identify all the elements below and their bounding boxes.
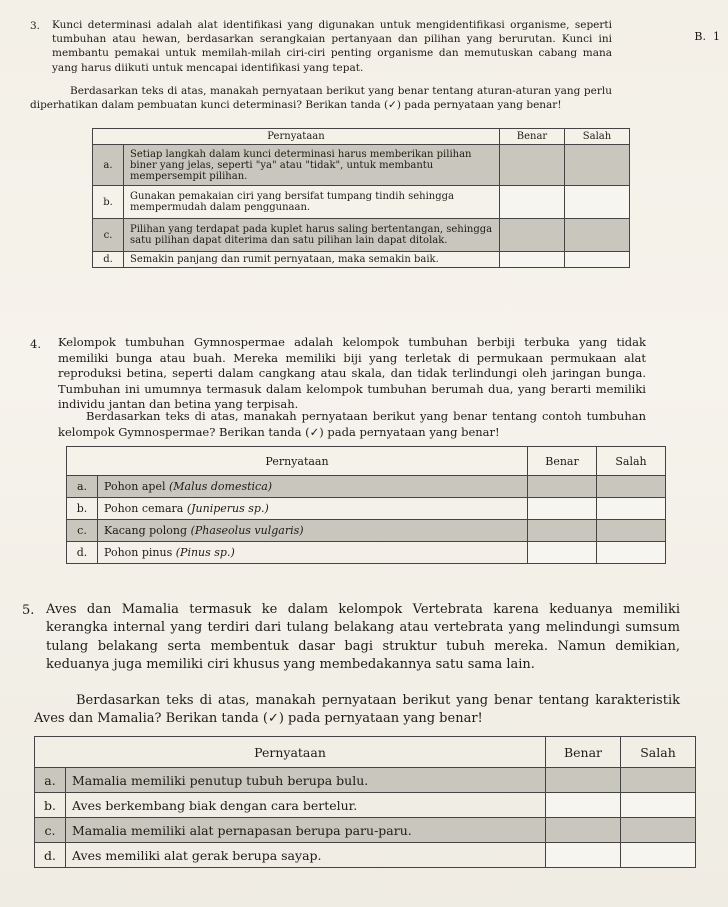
row-letter: c. — [93, 219, 124, 252]
false-checkbox[interactable] — [597, 542, 666, 564]
row-statement: Pilihan yang terdapat pada kuplet harus saling bertentangan, sehingga satu pilihan dapat diterima dan satu pilihan lain dapat ditolak. — [124, 219, 500, 252]
latin-name: (Phaseolus vulgaris) — [190, 524, 304, 537]
question-3-table — [92, 128, 630, 268]
true-header: Benar — [528, 447, 597, 476]
true-checkbox[interactable] — [528, 542, 597, 564]
false-header: Salah — [621, 737, 696, 768]
row-statement: Semakin panjang dan rumit pernyataan, maka semakin baik. — [124, 252, 500, 268]
table-row — [67, 476, 666, 498]
row-statement: Pohon apel — [104, 480, 166, 493]
table-row — [93, 186, 630, 219]
true-checkbox[interactable] — [500, 145, 565, 186]
question-3-paragraph: Kunci determinasi adalah alat identifikasi yang digunakan untuk mengidentifikasi organisme, seperti tumbuhan atau hewan, berdasarkan serangkaian pertanyaan dan pilihan yang berurutan. Kunci ini membantu pemakai untuk memilah-milah ciri-ciri penting organisme dan memutuskan cabang mana yang harus diikuti untuk mencapai identifikasi yang tepat. — [52, 19, 612, 74]
row-letter: c. — [35, 818, 66, 843]
table-row — [35, 768, 696, 793]
question-3-instruction: Berdasarkan teks di atas, manakah pernyataan berikut yang benar tentang aturan-aturan yang perlu diperhatikan dalam pembuatan kunci determinasi? Berikan tanda (✓) pada pernyataan yang benar! — [30, 85, 612, 112]
row-statement: Pohon cemara — [104, 502, 184, 515]
table-row — [35, 793, 696, 818]
row-letter: c. — [67, 520, 98, 542]
row-letter: d. — [35, 843, 66, 868]
true-checkbox[interactable] — [528, 520, 597, 542]
latin-name: (Malus domestica) — [169, 480, 273, 493]
row-letter: b. — [35, 793, 66, 818]
false-checkbox[interactable] — [621, 818, 696, 843]
true-checkbox[interactable] — [500, 219, 565, 252]
side-label-b: B. — [694, 30, 706, 43]
true-header: Benar — [546, 737, 621, 768]
table-row — [67, 542, 666, 564]
row-letter: a. — [93, 145, 124, 186]
row-letter: d. — [93, 252, 124, 268]
false-checkbox[interactable] — [621, 843, 696, 868]
false-checkbox[interactable] — [621, 793, 696, 818]
question-5-table — [34, 736, 696, 868]
false-checkbox[interactable] — [621, 768, 696, 793]
false-checkbox[interactable] — [565, 145, 630, 186]
table-row — [35, 843, 696, 868]
question-3-number: 3. — [30, 20, 41, 32]
table-row — [93, 219, 630, 252]
question-4-instruction: Berdasarkan teks di atas, manakah pernyataan berikut yang benar tentang contoh tumbuhan kelompok Gymnospermae? Berikan tanda (✓) pada pernyataan yang benar! — [58, 409, 646, 439]
table-row — [67, 498, 666, 520]
row-letter: a. — [67, 476, 98, 498]
row-statement: Aves berkembang biak dengan cara bertelur. — [66, 793, 546, 818]
question-4-table — [66, 446, 666, 564]
true-checkbox[interactable] — [546, 768, 621, 793]
row-statement: Setiap langkah dalam kunci determinasi harus memberikan pilihan biner yang jelas, seperti "ya" atau "tidak", untuk membantu mempersempit pilihan. — [124, 145, 500, 186]
row-letter: b. — [93, 186, 124, 219]
table-row — [93, 252, 630, 268]
false-checkbox[interactable] — [565, 186, 630, 219]
true-checkbox[interactable] — [500, 252, 565, 268]
false-header: Salah — [565, 129, 630, 145]
row-statement: Mamalia memiliki penutup tubuh berupa bulu. — [66, 768, 546, 793]
row-letter: a. — [35, 768, 66, 793]
true-checkbox[interactable] — [500, 186, 565, 219]
question-5-number: 5. — [22, 603, 35, 618]
row-letter: d. — [67, 542, 98, 564]
side-label-1: 1 — [713, 30, 720, 43]
latin-name: (Pinus sp.) — [175, 546, 235, 559]
row-statement: Mamalia memiliki alat pernapasan berupa paru-paru. — [66, 818, 546, 843]
false-checkbox[interactable] — [597, 498, 666, 520]
false-checkbox[interactable] — [565, 219, 630, 252]
question-4-paragraph: Kelompok tumbuhan Gymnospermae adalah kelompok tumbuhan berbiji terbuka yang tidak memiliki bunga atau buah. Mereka memiliki biji yang terletak di permukaan permukaan alat reproduksi betina, seperti dalam cangkang atau skala, dan tidak terlindungi oleh jaringan bunga. Tumbuhan ini umumnya termasuk dalam kelompok tumbuhan berumah dua, yang berarti memiliki individu jantan dan betina yang terpisah. — [58, 335, 646, 412]
table-row — [35, 818, 696, 843]
false-checkbox[interactable] — [597, 476, 666, 498]
true-checkbox[interactable] — [546, 843, 621, 868]
false-checkbox[interactable] — [565, 252, 630, 268]
true-checkbox[interactable] — [528, 476, 597, 498]
true-checkbox[interactable] — [546, 793, 621, 818]
row-statement: Aves memiliki alat gerak berupa sayap. — [66, 843, 546, 868]
true-header: Benar — [500, 129, 565, 145]
statement-header: Pernyataan — [35, 737, 546, 768]
true-checkbox[interactable] — [546, 818, 621, 843]
question-4-number: 4. — [30, 337, 41, 351]
row-letter: b. — [67, 498, 98, 520]
false-header: Salah — [597, 447, 666, 476]
false-checkbox[interactable] — [597, 520, 666, 542]
row-statement: Gunakan pemakaian ciri yang bersifat tumpang tindih sehingga mempermudah dalam penggunaan. — [124, 186, 500, 219]
row-statement: Kacang polong — [104, 524, 188, 537]
table-row — [93, 145, 630, 186]
question-5-paragraph: Aves dan Mamalia termasuk ke dalam kelompok Vertebrata karena keduanya memiliki kerangka internal yang terdiri dari tulang belakang atau vertebrata yang melindungi sumsum tulang belakang serta membentuk dasar bagi struktur tubuh mereka. Namun demikian, keduanya juga memiliki ciri khusus yang membedakannya satu sama lain. — [46, 602, 680, 673]
row-statement: Pohon pinus — [104, 546, 173, 559]
side-label — [694, 30, 720, 43]
statement-header: Pernyataan — [93, 129, 500, 145]
statement-header: Pernyataan — [67, 447, 528, 476]
latin-name: (Juniperus sp.) — [186, 502, 269, 515]
true-checkbox[interactable] — [528, 498, 597, 520]
question-5-instruction: Berdasarkan teks di atas, manakah pernyataan berikut yang benar tentang karakteristik Aves dan Mamalia? Berikan tanda (✓) pada pernyataan yang benar! — [34, 693, 680, 727]
table-row — [67, 520, 666, 542]
